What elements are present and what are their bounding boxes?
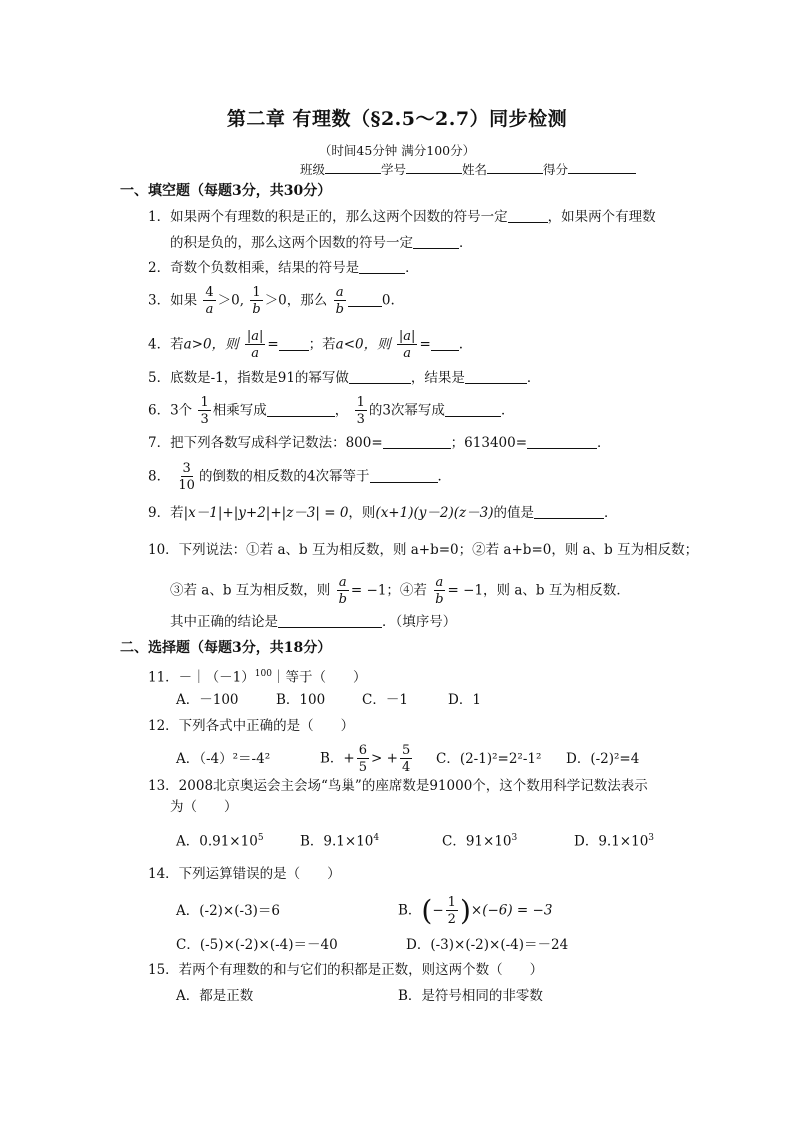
answer-blank[interactable] [370, 468, 438, 483]
option-b[interactable]: B．100 [276, 692, 326, 708]
question-15-options [176, 986, 543, 1006]
fraction: $\frac{1}{b}$ [252, 285, 261, 317]
question-12-options [176, 744, 639, 774]
question-12: 12．下列各式中正确的是（ ） [148, 718, 355, 734]
question-1-line-2: 的积是负的，那么这两个因数的符号一定 ． [170, 235, 473, 251]
question-14-options-row-2 [176, 935, 568, 955]
answer-blank[interactable] [359, 259, 405, 274]
question-1-line-1: 1．如果两个有理数的积是正的，那么这两个因数的符号一定 ，如果两个有理数 [148, 209, 656, 225]
name-label: 姓名 [462, 162, 488, 177]
fraction: $\frac{4}{a}$ [205, 285, 214, 317]
option-b[interactable]: B．(− $\frac{1}{2}$ )×(−6) = −3 [398, 894, 553, 927]
fraction: $\frac{|a|}{a}$ [398, 329, 416, 361]
question-4: 4．若a>0，则 $\frac{|a|}{a}$ = ；若a<0，则 $\frac{|a|}{a}$ = . [148, 329, 464, 361]
question-11-options [176, 690, 481, 710]
question-6: 6．3个 $\frac{1}{3}$ 相乘写成 ， $\frac{1}{3}$ 的3次幂写成 ． [148, 395, 515, 427]
name-blank[interactable] [487, 161, 543, 174]
page-title: 第二章 有理数（§2.5～2.7）同步检测 [226, 108, 568, 130]
answer-blank[interactable] [349, 369, 411, 384]
option-c[interactable]: C．(-5)×(-2)×(-4)＝－40 [176, 937, 338, 953]
option-c[interactable]: C．－1 [362, 692, 408, 708]
fraction: $\frac{|a|}{a}$ [246, 329, 264, 361]
answer-blank[interactable] [348, 292, 382, 307]
option-d[interactable]: D．(-3)×(-2)×(-4)＝－24 [406, 937, 569, 953]
answer-blank[interactable] [527, 434, 597, 449]
answer-blank[interactable] [445, 402, 501, 417]
question-14-options-row-1 [176, 896, 552, 926]
id-label: 学号 [381, 162, 407, 177]
option-d[interactable]: D．$9.1\times 10^3$ [574, 833, 655, 850]
question-5: 5．底数是-1，指数是91的幂写做 ，结果是 ． [148, 370, 541, 386]
score-blank[interactable] [568, 161, 636, 174]
answer-blank[interactable] [465, 369, 527, 384]
option-b[interactable]: B．是符号相同的非零数 [398, 988, 543, 1004]
fraction: $\frac{a}{b}$ [338, 575, 347, 607]
answer-blank[interactable] [413, 234, 459, 249]
answer-blank[interactable] [267, 402, 335, 417]
question-14: 14．下列运算错误的是（ ） [148, 866, 341, 882]
option-a[interactable]: A．－100 [176, 692, 239, 708]
option-a[interactable]: A．(-2)×(-3)＝6 [176, 902, 281, 919]
section-heading-choice: 二、选择题（每题3分，共18分） [120, 640, 332, 656]
question-3: 3．如果 $\frac{4}{a}$ ＞0, $\frac{1}{b}$ ＞0，那么 $\frac{a}{b}$ 0. [148, 285, 395, 317]
fraction: $\frac{1}{3}$ [356, 395, 365, 427]
option-d[interactable]: D．(-2)²=4 [566, 750, 640, 767]
id-blank[interactable] [406, 161, 462, 174]
answer-blank[interactable] [534, 504, 604, 519]
question-9: 9．若|x－1|+|y+2|+|z－3| = 0，则(x+1)(y－2)(z－3)的值是 ． [148, 505, 618, 521]
question-8: 8． $\frac{3}{10}$ 的倒数的相反数的4次幂等于 ． [148, 461, 452, 493]
question-11: 11．$-|(-1)^{100}|$等于（ ） [148, 669, 367, 686]
section-heading-fill: 一、填空题（每题3分，共30分） [120, 183, 332, 199]
option-a[interactable]: A．都是正数 [176, 988, 254, 1004]
fraction: $\frac{a}{b}$ [335, 285, 344, 317]
question-10-line-1: 10．下列说法：①若 a、b 互为相反数，则 a+b=0；②若 a+b=0，则 a、b 互为相反数； [148, 542, 699, 558]
fraction: $\frac{3}{10}$ [178, 461, 195, 493]
question-10-line-3: 其中正确的结论是 ．（填序号） [170, 614, 457, 630]
option-a[interactable]: A．（-4）²＝-4² [176, 750, 271, 767]
answer-blank[interactable] [508, 208, 548, 223]
option-a[interactable]: A．$0.91\times 10^5$ [176, 833, 264, 850]
class-blank[interactable] [325, 161, 381, 174]
score-label: 得分 [543, 162, 569, 177]
answer-blank[interactable] [383, 434, 451, 449]
question-15: 15．若两个有理数的和与它们的积都是正数，则这两个数（ ） [148, 962, 544, 978]
answer-blank[interactable] [431, 336, 459, 351]
class-label: 班级 [300, 162, 326, 177]
fraction: $\frac{1}{3}$ [200, 395, 209, 427]
fraction: $\frac{a}{b}$ [435, 575, 444, 607]
option-c[interactable]: C．(2-1)²=2²-1² [436, 750, 542, 767]
option-b[interactable]: B．+ $\frac{6}{5}$ > + $\frac{5}{4}$ [320, 743, 411, 775]
question-13-line-1: 13．2008北京奥运会主会场“鸟巢”的座席数是91000个，这个数用科学记数法表示 [148, 778, 648, 794]
question-2: 2．奇数个负数相乘，结果的符号是 ． [148, 260, 419, 276]
option-d[interactable]: D．1 [448, 692, 481, 708]
student-info-row [300, 160, 636, 178]
answer-blank[interactable] [279, 336, 309, 351]
option-c[interactable]: C．$91\times 10^3$ [442, 833, 518, 850]
question-10-line-2: ③若 a、b 互为相反数，则 $\frac{a}{b}$ = −1；④若 $\frac{a}{b}$ = −1，则 a、b 互为相反数． [170, 575, 630, 607]
question-13-options [176, 828, 654, 852]
option-b[interactable]: B．$9.1\times 10^4$ [300, 833, 380, 850]
question-7: 7．把下列各数写成科学记数法：800= ；613400= ． [148, 435, 611, 451]
answer-blank[interactable] [278, 613, 382, 628]
page-subtitle: （时间45分钟 满分100分） [318, 143, 476, 158]
question-13-line-2: 为（ ） [170, 799, 238, 815]
